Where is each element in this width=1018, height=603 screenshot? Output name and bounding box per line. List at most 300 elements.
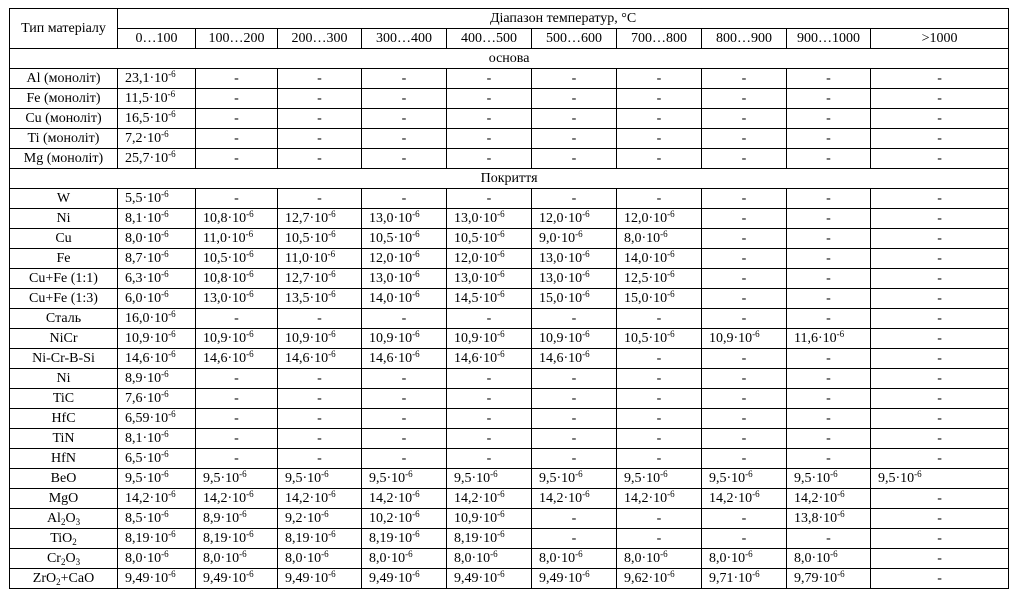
cte-exponent: -6 <box>246 288 254 299</box>
dash-mark: - <box>937 90 942 106</box>
cte-value-cell <box>118 549 196 569</box>
dash-mark: - <box>234 410 239 426</box>
cte-value: 10,5·10 <box>454 230 498 246</box>
dash-mark: - <box>937 290 942 306</box>
cte-exponent: -6 <box>582 288 590 299</box>
cte-value: 14,6·10 <box>454 350 498 366</box>
dash-mark: - <box>317 410 322 426</box>
material-name-part: Ti (моноліт) <box>27 130 100 146</box>
empty-cell <box>362 409 447 429</box>
cte-exponent: -6 <box>328 568 336 579</box>
material-name-part: ZrO <box>32 570 57 586</box>
material-name <box>10 569 118 589</box>
dash-mark: - <box>486 430 492 446</box>
table-row <box>10 429 1009 449</box>
empty-cell <box>362 109 447 129</box>
cte-value-cell <box>118 309 196 329</box>
empty-cell <box>871 489 1009 509</box>
cte-value-cell <box>617 209 702 229</box>
dash-mark: - <box>937 250 942 266</box>
empty-cell <box>871 429 1009 449</box>
cte-value-cell <box>118 149 196 169</box>
cte-value: 14,2·10 <box>794 490 838 506</box>
material-name-part: Cu <box>55 230 72 246</box>
dash-mark: - <box>937 550 942 566</box>
empty-cell <box>447 389 532 409</box>
dash-mark: - <box>234 150 239 166</box>
cte-value: 8,1·10 <box>125 210 162 226</box>
empty-cell <box>362 69 447 89</box>
cte-value-cell <box>617 489 702 509</box>
dash-mark: - <box>741 510 747 526</box>
cte-value: 12,7·10 <box>285 210 329 226</box>
dash-mark: - <box>826 70 831 86</box>
table-row <box>10 109 1009 129</box>
empty-cell <box>787 129 871 149</box>
cte-value: 11,0·10 <box>285 250 328 266</box>
table-row <box>10 369 1009 389</box>
material-name-part: Cu (моноліт) <box>25 110 102 126</box>
empty-cell <box>362 189 447 209</box>
dash-mark: - <box>317 370 322 386</box>
dash-mark: - <box>741 530 747 546</box>
cte-value-cell <box>196 569 278 589</box>
empty-cell <box>196 409 278 429</box>
material-name <box>10 389 118 409</box>
cte-exponent: -6 <box>328 288 336 299</box>
cte-exponent: -6 <box>405 548 413 559</box>
cte-exponent: -6 <box>497 288 505 299</box>
cte-value-cell <box>362 569 447 589</box>
cte-value-cell <box>362 349 447 369</box>
dash-mark: - <box>741 190 747 206</box>
cte-value: 10,9·10 <box>454 510 498 526</box>
empty-cell <box>617 149 702 169</box>
cte-exponent: -6 <box>836 328 845 339</box>
table-row <box>10 289 1009 309</box>
cte-value: 9,71·10 <box>709 570 753 586</box>
cte-value-cell <box>532 329 617 349</box>
cte-value-cell <box>871 469 1009 489</box>
section-coating-heading: Покриття <box>10 169 1009 189</box>
cte-value-cell <box>787 549 871 569</box>
dash-mark: - <box>826 210 831 226</box>
cte-value-cell <box>617 289 702 309</box>
empty-cell <box>871 269 1009 289</box>
cte-value-cell <box>196 329 278 349</box>
cte-value-cell <box>118 69 196 89</box>
material-name-part: HfN <box>51 450 76 466</box>
cte-exponent: -6 <box>582 328 590 339</box>
cte-exponent: -6 <box>575 548 583 559</box>
empty-cell <box>196 309 278 329</box>
dash-mark: - <box>317 150 322 166</box>
empty-cell <box>362 389 447 409</box>
material-name <box>10 429 118 449</box>
cte-exponent: -6 <box>914 468 922 479</box>
cte-exponent: -6 <box>321 548 329 559</box>
dash-mark: - <box>571 390 577 406</box>
table-row <box>10 269 1009 289</box>
empty-cell <box>196 69 278 89</box>
cte-value-cell <box>196 549 278 569</box>
cte-value: 11,5·10 <box>125 90 168 106</box>
cte-value: 11,0·10 <box>203 230 246 246</box>
dash-mark: - <box>826 190 831 206</box>
cte-exponent: -6 <box>161 268 169 279</box>
empty-cell <box>871 509 1009 529</box>
cte-value-cell <box>196 489 278 509</box>
dash-mark: - <box>656 530 662 546</box>
cte-value-cell <box>118 569 196 589</box>
cte-value-cell <box>118 349 196 369</box>
cte-value: 9,5·10 <box>794 470 831 486</box>
cte-exponent: -6 <box>582 248 590 259</box>
empty-cell <box>617 509 702 529</box>
cte-value: 9,5·10 <box>709 470 746 486</box>
cte-value: 8,0·10 <box>454 550 491 566</box>
cte-value-cell <box>362 329 447 349</box>
material-name <box>10 149 118 169</box>
cte-value: 8,19·10 <box>285 530 329 546</box>
empty-cell <box>871 289 1009 309</box>
empty-cell <box>617 369 702 389</box>
material-name-part: W <box>56 190 71 206</box>
cte-value-cell <box>362 209 447 229</box>
cte-value: 8,0·10 <box>624 230 661 246</box>
material-name-part: TiO <box>50 530 73 546</box>
cte-value-cell <box>532 249 617 269</box>
cte-value: 10,5·10 <box>369 230 413 246</box>
section-base-heading: основа <box>10 49 1009 69</box>
empty-cell <box>787 309 871 329</box>
empty-cell <box>871 569 1009 589</box>
empty-cell <box>532 409 617 429</box>
dash-mark: - <box>234 430 239 446</box>
material-name-part: Cu+Fe (1:3) <box>29 290 98 306</box>
empty-cell <box>871 389 1009 409</box>
cte-exponent: -6 <box>667 248 675 259</box>
material-name-part: +CaO <box>60 570 95 586</box>
empty-cell <box>787 149 871 169</box>
empty-cell <box>871 349 1009 369</box>
cte-exponent: -6 <box>168 488 176 499</box>
cte-value-cell <box>278 549 362 569</box>
empty-cell <box>787 89 871 109</box>
cte-value-cell <box>447 329 532 349</box>
empty-cell <box>362 369 447 389</box>
cte-value: 15,0·10 <box>539 290 583 306</box>
dash-mark: - <box>234 190 239 206</box>
material-subscript: 2 <box>72 536 77 547</box>
cte-exponent: -6 <box>412 248 420 259</box>
empty-cell <box>787 109 871 129</box>
dash-mark: - <box>571 190 577 206</box>
material-name-part: NiCr <box>49 330 78 346</box>
empty-cell <box>617 529 702 549</box>
empty-cell <box>447 189 532 209</box>
empty-cell <box>447 429 532 449</box>
material-type-header <box>10 9 118 49</box>
cte-value-cell <box>447 569 532 589</box>
cte-value: 10,9·10 <box>454 330 498 346</box>
dash-mark: - <box>317 110 322 126</box>
material-name <box>10 489 118 509</box>
empty-cell <box>278 409 362 429</box>
cte-value-cell <box>702 329 787 349</box>
dash-mark: - <box>401 430 407 446</box>
cte-value-cell <box>278 229 362 249</box>
cte-exponent: -6 <box>321 508 329 519</box>
dash-mark: - <box>741 130 747 146</box>
cte-exponent: -6 <box>752 328 760 339</box>
empty-cell <box>447 369 532 389</box>
cte-value-cell <box>532 349 617 369</box>
cte-value: 8,19·10 <box>454 530 498 546</box>
cte-value-cell <box>278 209 362 229</box>
cte-exponent: -6 <box>497 348 505 359</box>
empty-cell <box>702 449 787 469</box>
cte-value: 14,6·10 <box>539 350 583 366</box>
cte-value: 9,5·10 <box>539 470 576 486</box>
temperature-range-title: Діапазон температур, °С <box>489 10 637 26</box>
cte-value-cell <box>278 349 362 369</box>
cte-exponent: -6 <box>328 228 336 239</box>
dash-mark: - <box>486 150 492 166</box>
cte-value: 9,5·10 <box>203 470 240 486</box>
dash-mark: - <box>656 510 662 526</box>
empty-cell <box>447 129 532 149</box>
cte-exponent: -6 <box>246 268 254 279</box>
cte-value: 6,5·10 <box>125 450 162 466</box>
cte-value: 14,6·10 <box>125 350 169 366</box>
empty-cell <box>196 369 278 389</box>
cte-exponent: -6 <box>239 468 247 479</box>
range-header: 800…900 <box>702 29 787 49</box>
dash-mark: - <box>571 510 577 526</box>
dash-mark: - <box>826 250 831 266</box>
cte-exponent: -6 <box>745 468 753 479</box>
cte-value-cell <box>702 569 787 589</box>
cte-exponent: -6 <box>582 568 590 579</box>
table-row <box>10 249 1009 269</box>
dash-mark: - <box>826 370 831 386</box>
cte-exponent: -6 <box>497 528 505 539</box>
empty-cell <box>447 409 532 429</box>
empty-cell <box>196 189 278 209</box>
table-row <box>10 229 1009 249</box>
empty-cell <box>787 69 871 89</box>
dash-mark: - <box>401 310 407 326</box>
cte-value: 12,5·10 <box>624 270 668 286</box>
cte-value: 14,6·10 <box>369 350 413 366</box>
cte-value-cell <box>196 529 278 549</box>
cte-value: 8,9·10 <box>125 370 162 386</box>
cte-exponent: -6 <box>328 328 336 339</box>
empty-cell <box>196 389 278 409</box>
cte-exponent: -6 <box>575 468 583 479</box>
cte-exponent: -6 <box>582 268 590 279</box>
range-header: 200…300 <box>278 29 362 49</box>
cte-value: 8,0·10 <box>203 550 240 566</box>
dash-mark: - <box>486 370 492 386</box>
cte-exponent: -6 <box>412 528 420 539</box>
empty-cell <box>787 429 871 449</box>
cte-value: 9,5·10 <box>285 470 322 486</box>
dash-mark: - <box>656 390 662 406</box>
cte-exponent: -6 <box>168 528 176 539</box>
empty-cell <box>447 149 532 169</box>
dash-mark: - <box>741 230 747 246</box>
dash-mark: - <box>234 370 239 386</box>
dash-mark: - <box>937 530 942 546</box>
cte-value-cell <box>532 469 617 489</box>
material-name-part: Cu+Fe (1:1) <box>29 270 98 286</box>
empty-cell <box>278 309 362 329</box>
range-header: >1000 <box>871 29 1009 49</box>
cte-exponent: -6 <box>328 528 336 539</box>
cte-value-cell <box>118 469 196 489</box>
dash-mark: - <box>826 230 831 246</box>
empty-cell <box>787 209 871 229</box>
cte-value-cell <box>118 89 196 109</box>
empty-cell <box>787 409 871 429</box>
material-name-part: Al <box>46 510 61 526</box>
dash-mark: - <box>571 410 577 426</box>
cte-exponent: -6 <box>660 468 668 479</box>
cte-value: 23,1·10 <box>125 70 169 86</box>
cte-value-cell <box>118 529 196 549</box>
empty-cell <box>702 209 787 229</box>
thermal-expansion-table <box>9 8 1009 589</box>
cte-exponent: -6 <box>660 548 668 559</box>
cte-value-cell <box>118 189 196 209</box>
table-row <box>10 69 1009 89</box>
cte-value: 9,62·10 <box>624 570 668 586</box>
empty-cell <box>196 449 278 469</box>
cte-value: 5,5·10 <box>125 190 162 206</box>
empty-cell <box>702 189 787 209</box>
cte-value: 12,0·10 <box>539 210 583 226</box>
material-name <box>10 509 118 529</box>
cte-exponent: -6 <box>497 508 505 519</box>
empty-cell <box>447 309 532 329</box>
cte-value: 8,19·10 <box>369 530 413 546</box>
empty-cell <box>532 369 617 389</box>
cte-exponent: -6 <box>161 248 169 259</box>
cte-value: 13,0·10 <box>203 290 247 306</box>
dash-mark: - <box>571 90 577 106</box>
range-header: 300…400 <box>362 29 447 49</box>
cte-exponent: -6 <box>497 248 505 259</box>
empty-cell <box>871 409 1009 429</box>
material-name-part: Cr <box>46 550 61 566</box>
cte-value: 10,9·10 <box>285 330 329 346</box>
cte-value-cell <box>362 529 447 549</box>
dash-mark: - <box>317 190 322 206</box>
cte-exponent: -6 <box>667 328 675 339</box>
dash-mark: - <box>826 290 831 306</box>
cte-value-cell <box>196 229 278 249</box>
dash-mark: - <box>741 210 747 226</box>
cte-value-cell <box>118 289 196 309</box>
empty-cell <box>702 309 787 329</box>
material-name-part: Ni-Cr-B-Si <box>32 350 95 366</box>
cte-value-cell <box>278 249 362 269</box>
cte-value: 6,59·10 <box>125 410 169 426</box>
material-name-part: Fe (моноліт) <box>26 90 101 106</box>
dash-mark: - <box>741 390 747 406</box>
cte-exponent: -6 <box>168 148 176 159</box>
material-name <box>10 349 118 369</box>
cte-value-cell <box>787 469 871 489</box>
cte-value-cell <box>787 329 871 349</box>
empty-cell <box>532 189 617 209</box>
cte-value-cell <box>196 469 278 489</box>
empty-cell <box>871 209 1009 229</box>
cte-value: 12,0·10 <box>369 250 413 266</box>
cte-exponent: -6 <box>328 488 336 499</box>
cte-value: 7,2·10 <box>125 130 162 146</box>
cte-exponent: -6 <box>168 108 176 119</box>
dash-mark: - <box>571 370 577 386</box>
material-name <box>10 369 118 389</box>
dash-mark: - <box>656 350 662 366</box>
cte-value-cell <box>362 229 447 249</box>
dash-mark: - <box>571 110 577 126</box>
empty-cell <box>532 389 617 409</box>
dash-mark: - <box>656 430 662 446</box>
dash-mark: - <box>317 310 322 326</box>
dash-mark: - <box>486 110 492 126</box>
cte-value: 14,2·10 <box>454 490 498 506</box>
cte-exponent: -6 <box>161 288 169 299</box>
cte-value: 13,5·10 <box>285 290 329 306</box>
cte-value: 9,49·10 <box>125 570 169 586</box>
dash-mark: - <box>401 130 407 146</box>
dash-mark: - <box>486 70 492 86</box>
cte-value-cell <box>118 229 196 249</box>
cte-value: 14,2·10 <box>624 490 668 506</box>
dash-mark: - <box>656 370 662 386</box>
material-name <box>10 129 118 149</box>
cte-value-cell <box>118 449 196 469</box>
empty-cell <box>278 189 362 209</box>
material-name <box>10 289 118 309</box>
cte-value: 9,79·10 <box>794 570 838 586</box>
cte-value: 9,5·10 <box>624 470 661 486</box>
cte-exponent: -6 <box>837 508 845 519</box>
cte-exponent: -6 <box>405 468 413 479</box>
empty-cell <box>362 449 447 469</box>
empty-cell <box>532 149 617 169</box>
empty-cell <box>871 69 1009 89</box>
dash-mark: - <box>937 230 942 246</box>
cte-value: 14,0·10 <box>369 290 413 306</box>
cte-exponent: -6 <box>246 208 254 219</box>
empty-cell <box>196 89 278 109</box>
cte-exponent: -6 <box>412 208 420 219</box>
cte-value-cell <box>617 469 702 489</box>
table-row <box>10 389 1009 409</box>
empty-cell <box>702 389 787 409</box>
cte-exponent: -6 <box>328 208 336 219</box>
cte-value-cell <box>532 489 617 509</box>
dash-mark: - <box>826 90 831 106</box>
material-name-part: O <box>65 550 76 566</box>
table-row <box>10 209 1009 229</box>
dash-mark: - <box>937 430 942 446</box>
